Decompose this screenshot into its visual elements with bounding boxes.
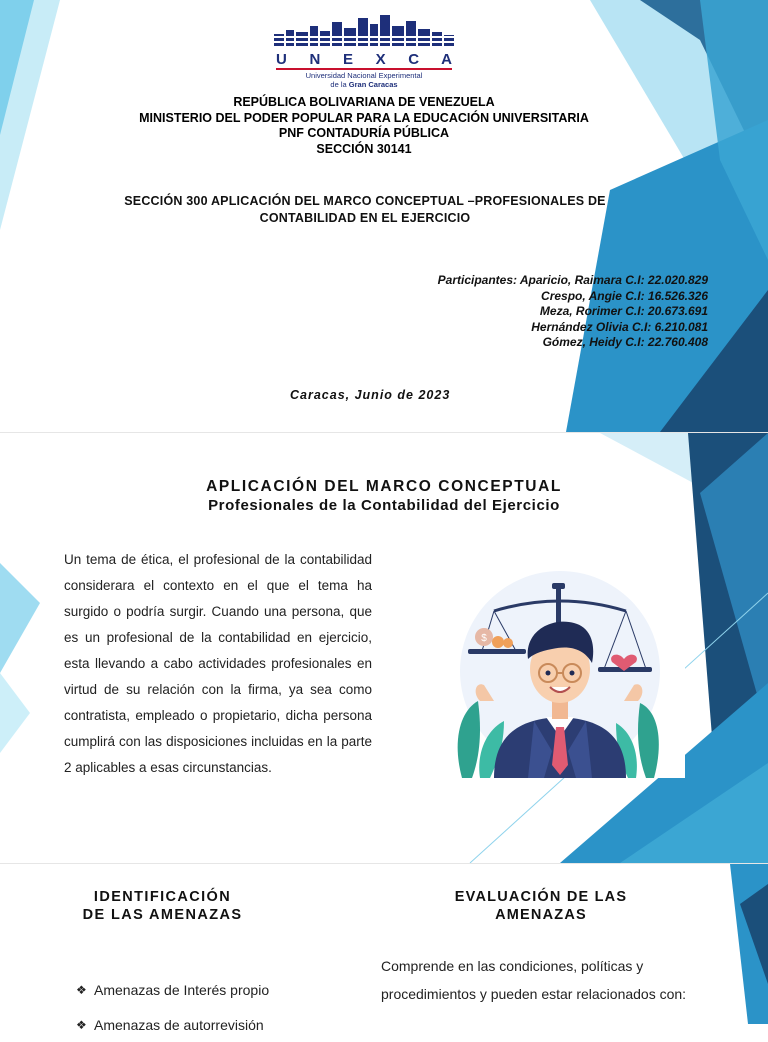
institution-header: [0, 95, 728, 157]
diamond-bullet-icon: ❖: [76, 982, 87, 997]
diamond-bullet-icon: ❖: [76, 1017, 87, 1032]
logo-line-2a: de la: [330, 80, 349, 89]
participant-line: Gómez, Heidy C.I: 22.760.408: [542, 335, 708, 349]
evaluation-heading-line: AMENAZAS: [495, 907, 587, 923]
title-line-2: CONTABILIDAD EN EL EJERCICIO: [259, 211, 471, 225]
list-item-text: Amenazas de autorrevisión: [94, 1016, 264, 1033]
body-paragraph: Un tema de ética, el profesional de la contabilidad considerara el contexto en el que el tema ha surgido o podría surgir. Cuando una persona, que es un profesional de la contabilidad en ejercicio, esta llevando a cabo actividades profesionales en virtud de su relación con la firma, ya sea como contratista, empleado o propietario, dicha persona cumplirá con las disposiciones incluidas en la parte 2 aplicables a esas circunstancias.: [64, 552, 372, 775]
unexca-logo-graphic: [268, 12, 460, 90]
list-item-text: Amenazas de Interés propio: [94, 981, 270, 998]
slide-subtitle: Profesionales de la Contabilidad del Ejercicio: [208, 497, 560, 514]
identification-heading-line: IDENTIFICACIÓN: [93, 889, 232, 905]
header-line-1: REPÚBLICA BOLIVARIANA DE VENEZUELA: [233, 95, 495, 109]
logo-letters: U N E X C A: [276, 51, 452, 68]
header-line-4: SECCIÓN 30141: [316, 141, 412, 156]
ethics-scale-professional-illustration: [432, 551, 685, 778]
professional-balance-scale-icon: [432, 551, 685, 778]
title-line-1: SECCIÓN 300 APLICACIÓN DEL MARCO CONCEPTUAL –PROFESIONALES DE: [124, 194, 606, 208]
participant-line: Crespo, Angie C.I: 16.526.326: [541, 288, 708, 303]
logo-line-2b: Gran Caracas: [348, 80, 398, 89]
date-line: Caracas, Junio de 2023: [290, 388, 451, 402]
coin-label: $: [481, 633, 487, 644]
evaluation-text: Comprende en las condiciones, políticas y procedimientos y pueden estar relacionados con:: [381, 958, 687, 1002]
threats-list: [76, 972, 269, 1042]
identification-heading-line: DE LAS AMENAZAS: [82, 907, 243, 923]
participant-line: Hernández Olivia C.I: 6.210.081: [531, 319, 708, 334]
header-line-2: MINISTERIO DEL PODER POPULAR PARA LA EDUCACIÓN UNIVERSITARIA: [139, 110, 589, 125]
evaluation-heading-line: EVALUACIÓN DE LAS: [454, 889, 628, 905]
list-item: [76, 1007, 269, 1042]
threats-slide: [0, 864, 768, 1033]
list-item: [76, 972, 269, 1007]
unexca-logo: [268, 12, 460, 90]
evaluation-heading: [430, 888, 652, 924]
identification-heading: [60, 888, 265, 924]
participants-list: [438, 273, 708, 351]
svg-text:de la Gran Caracas: [330, 80, 397, 89]
slide-title: APLICACIÓN DEL MARCO CONCEPTUAL: [206, 478, 562, 495]
participant-line: Participantes: Aparicio, Raimara C.I: 22.020.829: [437, 273, 708, 287]
content-slide: [0, 433, 768, 863]
title-slide: [0, 0, 768, 432]
document-title: [70, 193, 660, 227]
logo-line-1: Universidad Nacional Experimental: [305, 71, 423, 80]
header-line-3: PNF CONTADURÍA PÚBLICA: [278, 126, 450, 140]
participant-line: Meza, Rorimer C.I: 20.673.691: [539, 304, 708, 318]
